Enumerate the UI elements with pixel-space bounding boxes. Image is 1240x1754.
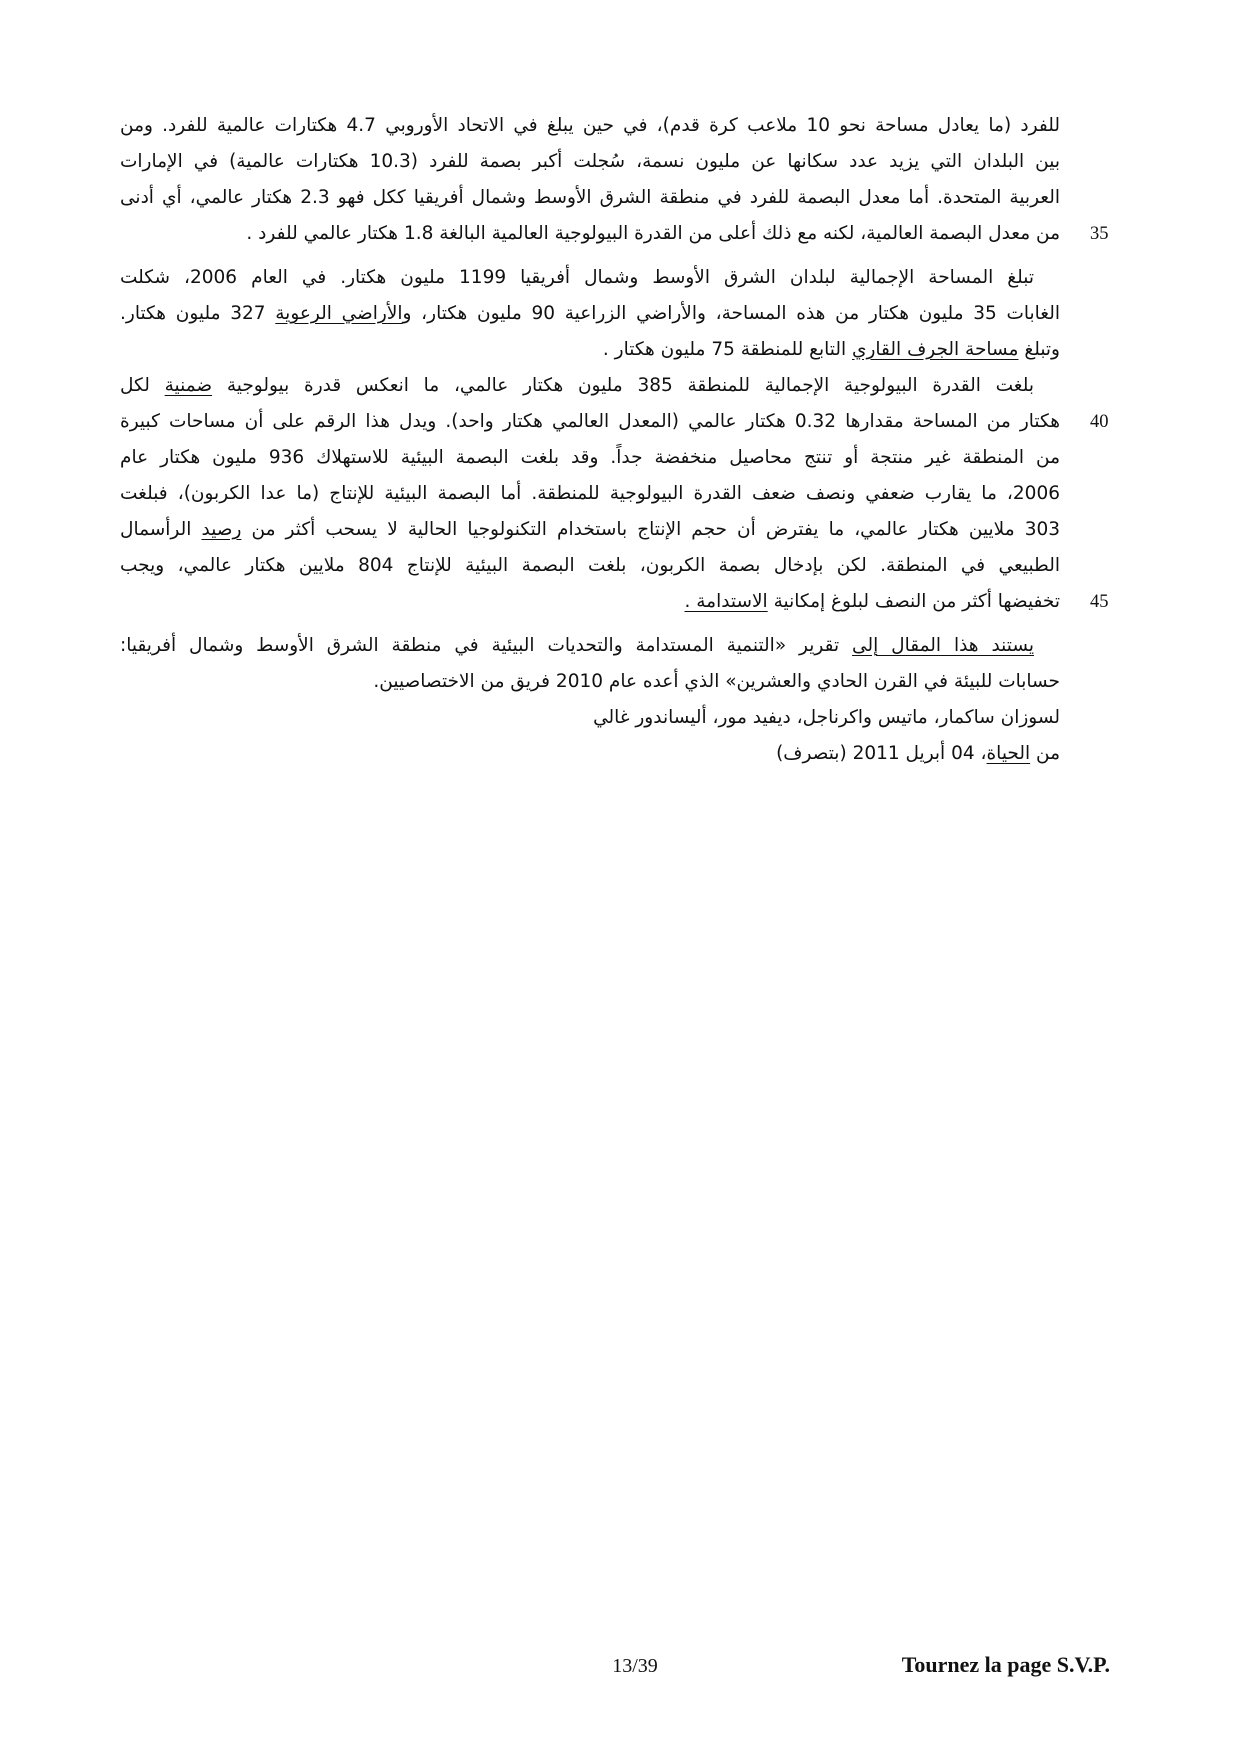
text-line: وتبلغ مساحة الجرف القاري التابع للمنطقة 75 مليون هكتار . [602,339,1060,360]
underlined-term: الأراضي الرعوية [275,303,403,324]
line-number: 45 [1090,592,1109,612]
source-name: الحياة [986,743,1031,764]
text-line: تخفيضها أكثر من النصف لبلوغ إمكانية الاستدامة . [684,591,1060,612]
text-line: من المنطقة غير منتجة أو تنتج محاصيل منخفضة جداً. وقد بلغت البصمة البيئية للاستهلاك 936 مليون هكتار عام [120,447,1061,468]
text-line: يستند هذا المقال إلى تقرير «التنمية المستدامة والتحديات البيئية في منطقة الشرق الأوسط وشمال أفريقيا: [120,635,1034,656]
text-line: 303 ملايين هكتار عالمي، ما يفترض أن حجم الإنتاج باستخدام التكنولوجيا الحالية لا يسحب أكثر من رصيد الرأسمال [120,519,1061,540]
text-line: بلغت القدرة البيولوجية الإجمالية للمنطقة 385 مليون هكتار عالمي، ما انعكس قدرة بيولوجية ضمنية لكل [120,375,1034,396]
text-line: 2006، ما يقارب ضعفي ونصف ضعف القدرة البيولوجية للمنطقة. أما البصمة البيئية للإنتاج (ما عدا الكربون)، فبلغت [120,483,1060,504]
page-number: 13/39 [612,1655,658,1677]
underlined-term: رصيد [201,519,242,540]
turn-page-note: Tournez la page S.V.P. [901,1652,1110,1677]
underlined-term: الاستدامة . [684,591,768,612]
line-number: 40 [1090,412,1109,432]
text-line: حسابات للبيئة في القرن الحادي والعشرين» الذي أعده عام 2010 فريق من الاختصاصيين. [373,671,1060,692]
underlined-term: يستند هذا المقال إلى [852,635,1034,656]
text-line: هكتار من المساحة مقدارها 0.32 هكتار عالمي (المعدل العالمي هكتار واحد). ويدل هذا الرقم على أن مساحات كبيرة [120,411,1060,432]
text-line: بين البلدان التي يزيد عدد سكانها عن مليون نسمة، سُجلت أكبر بصمة للفرد (10.3 هكتارات عالمية) في الإمارات [120,151,1060,172]
author-line: لسوزان ساكمار، ماتيس واكرناجل، ديفيد مور، أليساندور غالي [593,707,1060,728]
text-line: العربية المتحدة. أما معدل البصمة للفرد في منطقة الشرق الأوسط وشمال أفريقيا ككل فهو 2.3 هكتار عالمي، أي أدنى [120,187,1060,208]
line-number: 35 [1090,224,1109,244]
underlined-term: ضمنية [164,375,213,396]
text-line: الغابات 35 مليون هكتار من هذه المساحة، والأراضي الزراعية 90 مليون هكتار، والأراضي الرعوية 327 مليون هكتار. [120,303,1061,324]
text-line: تبلغ المساحة الإجمالية لبلدان الشرق الأوسط وشمال أفريقيا 1199 مليون هكتار. في العام 2006، شكلت [120,267,1034,288]
text-line: الطبيعي في المنطقة. لكن بإدخال بصمة الكربون، بلغت البصمة البيئية للإنتاج 804 ملايين هكتار عالمي، ويجب [120,555,1061,576]
source-line: من الحياة، 04 أبريل 2011 (بتصرف) [776,743,1060,764]
text-line: للفرد (ما يعادل مساحة نحو 10 ملاعب كرة قدم)، في حين يبلغ في الاتحاد الأوروبي 4.7 هكتارات عالمية للفرد. ومن [120,115,1060,136]
text-line: من معدل البصمة العالمية، لكنه مع ذلك أعلى من القدرة البيولوجية العالمية البالغة 1.8 هكتار عالمي للفرد . [246,223,1060,244]
underlined-term: مساحة الجرف القاري [852,339,1019,360]
